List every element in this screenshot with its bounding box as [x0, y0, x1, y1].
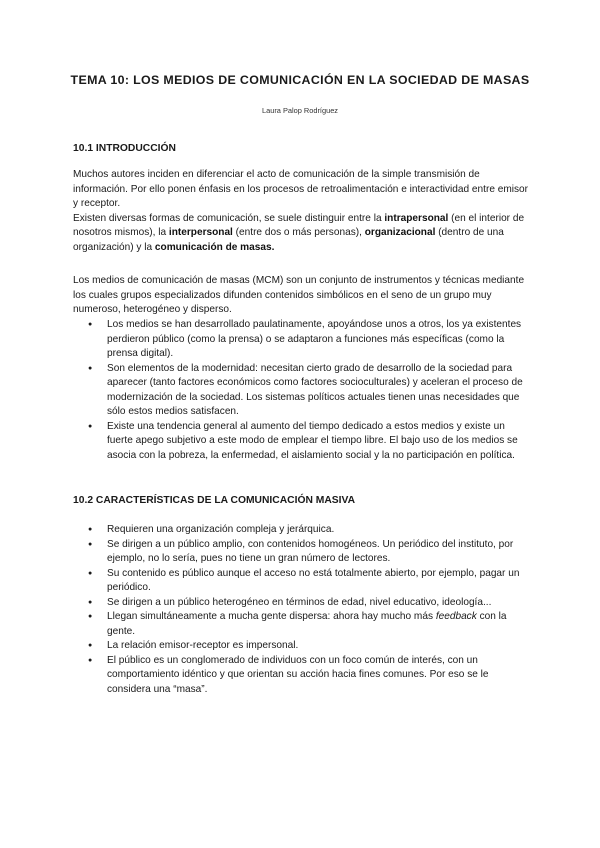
- text-run: (entre dos o más personas),: [232, 227, 365, 238]
- intro-paragraph-2: [73, 212, 533, 256]
- list-item: ● Se dirigen a un público heterogéneo en términos de edad, nivel educativo, ideología...: [88, 596, 533, 611]
- list-item: ● Los medios se han desarrollado paulatinamente, apoyándose unos a otros, los ya existentes perdieron público (como la prensa) o se adaptaron a funciones más específicas (como la prensa digital).: [88, 318, 533, 362]
- characteristics-bullet-list: [88, 523, 533, 697]
- list-item: ● Su contenido es público aunque el acceso no está totalmente abierto, por ejemplo, pagar un periódico.: [88, 567, 533, 596]
- term-feedback: feedback: [435, 611, 477, 622]
- term-comunicacion-de-masas: comunicación de masas.: [154, 241, 275, 253]
- intro-paragraphs: [73, 168, 533, 255]
- term-organizacional: organizacional: [364, 227, 436, 238]
- list-item: ● Requieren una organización compleja y jerárquica.: [88, 523, 533, 538]
- text-run: (dentro de una organización) y la: [73, 227, 504, 253]
- text-run: (en el interior de nosotros mismos), la: [73, 212, 525, 238]
- text-run: con la gente.: [107, 611, 507, 637]
- list-item: ● La relación emisor-receptor es impersonal.: [88, 639, 533, 654]
- list-item: ● Se dirigen a un público amplio, con contenidos homogéneos. Un periódico del instituto, por ejemplo, no lo sería, pues no tiene un gran número de lectores.: [88, 538, 533, 567]
- text-run: Existen diversas formas de comunicación, se suele distinguir entre la: [73, 212, 385, 224]
- intro-bullet-list: [88, 318, 533, 463]
- section-heading-caracteristicas: 10.2 CARACTERÍSTICAS DE LA COMUNICACIÓN MASIVA: [73, 495, 356, 506]
- list-item: ● El público es un conglomerado de individuos con un foco común de interés, con un comportamiento idéntico y que orientan su acción hacia fines comunes. Por eso se le considera una “masa”.: [88, 654, 533, 698]
- list-item: ● Son elementos de la modernidad: necesitan cierto grado de desarrollo de la sociedad para aparecer (tanto factores económicos como factores socioculturales) y aceleran el proceso de modernización de la sociedad. Los sistemas políticos actuales tienen unas necesidades que sólo estos medios satisfacen.: [88, 362, 533, 420]
- intro-paragraph-3: Los medios de comunicación de masas (MCM) son un conjunto de instrumentos y técnicas mediante los cuales grupos especializados difunden contenidos simbólicos en el seno de un grupo muy numeroso, heterogéneo y disperso.: [73, 275, 525, 315]
- term-interpersonal: interpersonal: [168, 227, 233, 238]
- document-author: Laura Palop Rodríguez: [261, 106, 338, 115]
- list-item: ● Existe una tendencia general al aumento del tiempo dedicado a estos medios y existe un fuerte apego subjetivo a este modo de emplear el tiempo libre. El bajo uso de los medios se asocia con la pobreza, la enfermedad, el aislamiento social y la no participación en política.: [88, 420, 533, 464]
- intro-paragraph-1: Muchos autores inciden en diferenciar el acto de comunicación de la simple transmisión de información. Por ello ponen énfasis en los procesos de retroalimentación e interactividad entre emisor y receptor.: [73, 169, 529, 209]
- text-run: Llegan simultáneamente a mucha gente dispersa: ahora hay mucho más: [107, 611, 436, 622]
- document-title: TEMA 10: LOS MEDIOS DE COMUNICACIÓN EN LA SOCIEDAD DE MASAS: [70, 73, 530, 87]
- term-intrapersonal: intrapersonal: [384, 212, 449, 224]
- section-heading-introduccion: 10.1 INTRODUCCIÓN: [73, 143, 176, 154]
- list-item: [88, 610, 533, 639]
